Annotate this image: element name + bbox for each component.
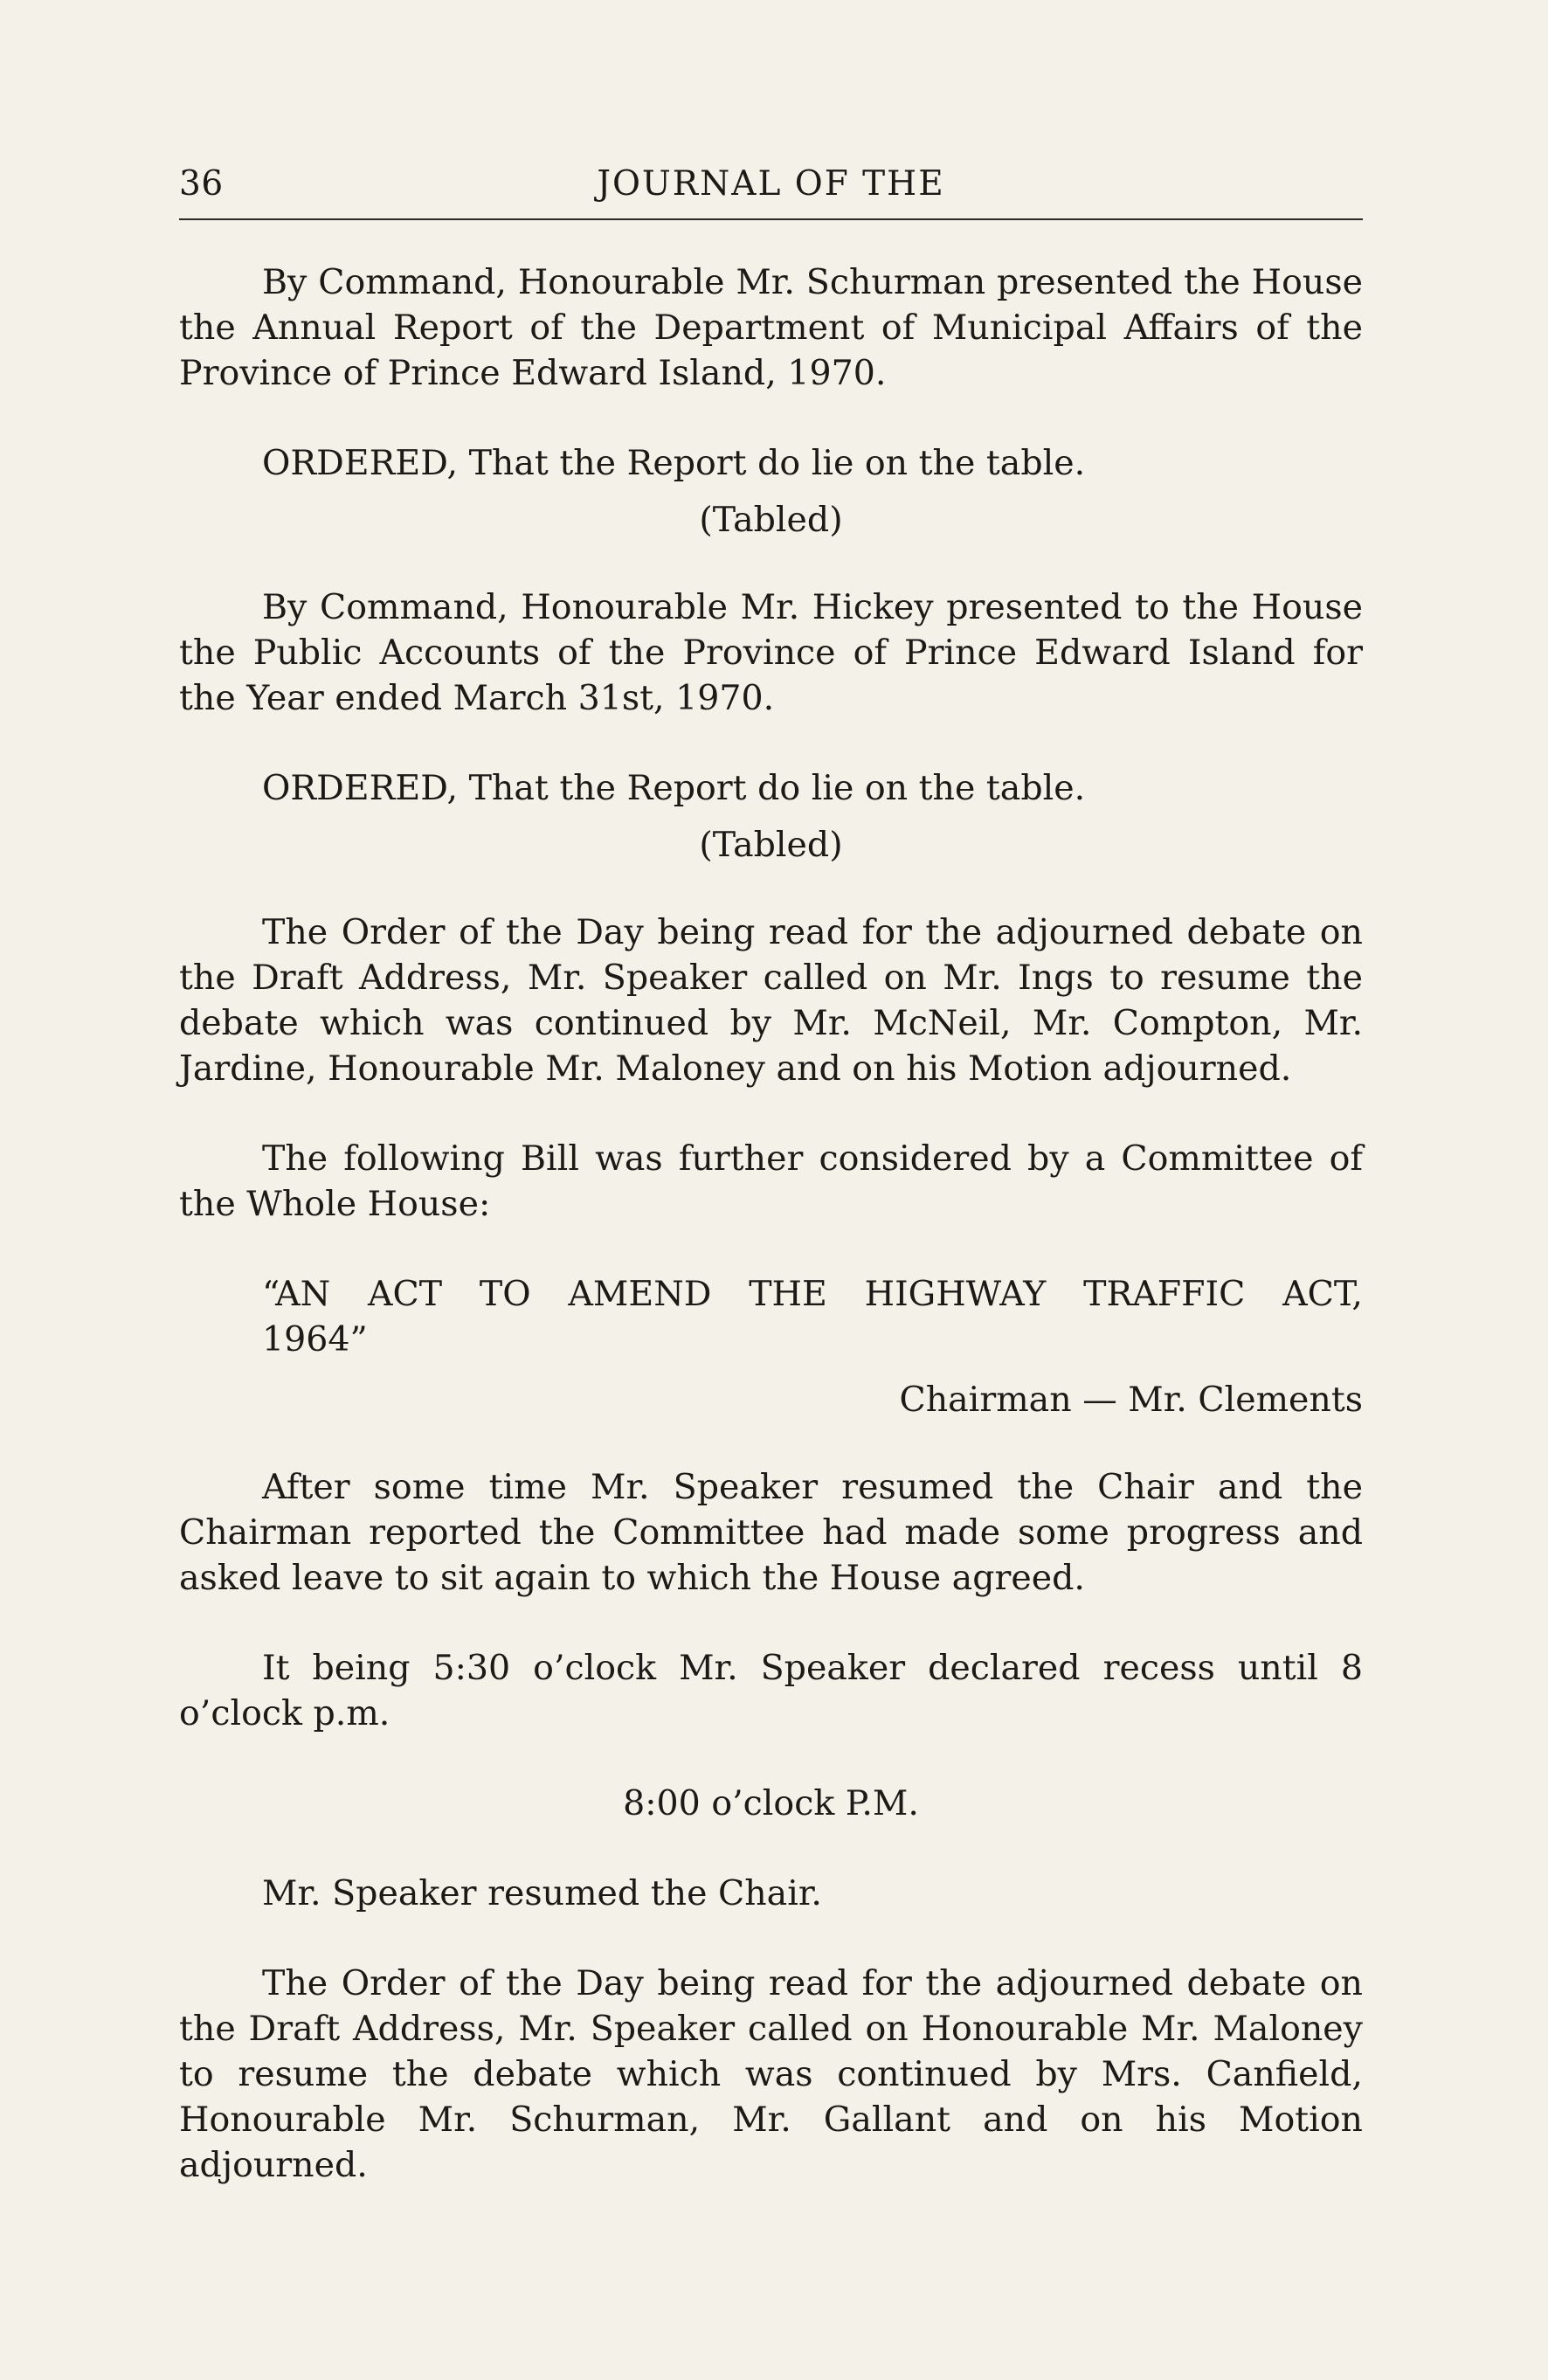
- running-head: JOURNAL OF THE: [597, 164, 945, 204]
- paragraph-ordered-1: ORDERED, That the Report do lie on the table.: [262, 443, 1086, 483]
- page-number: 36: [179, 164, 224, 204]
- paragraph-recess: It being 5:30 o’clock Mr. Speaker declared recess until 8 o’clock p.m.: [179, 1648, 1363, 1733]
- paragraph-chair-resumed: After some time Mr. Speaker resumed the Chair and the Chairman reported the Committee had made some progress and asked leave to sit again to which the House agreed.: [179, 1467, 1363, 1598]
- bill-title: “AN ACT TO AMEND THE HIGHWAY TRAFFIC ACT, 1964”: [262, 1274, 1363, 1360]
- paragraph-municipal-report: By Command, Honourable Mr. Schurman presented the House the Annual Report of the Department of Municipal Affairs of the Province of Prince Edward Island, 1970.: [179, 262, 1363, 393]
- tabled-note-2: (Tabled): [699, 825, 843, 865]
- evening-time-heading: 8:00 o’clock P.M.: [623, 1783, 919, 1823]
- page-header: [179, 157, 1363, 220]
- tabled-note-1: (Tabled): [699, 500, 843, 540]
- chairman-line: Chairman — Mr. Clements: [899, 1380, 1363, 1420]
- paragraph-committee-whole: The following Bill was further considered by a Committee of the Whole House:: [179, 1138, 1363, 1224]
- paragraph-draft-address-debate-1: The Order of the Day being read for the adjourned debate on the Draft Address, Mr. Speaker called on Mr. Ings to resume the debate which was continued by Mr. McNeil, Mr. Compton, Mr. Jardine, Honourable Mr. Maloney and on his Motion adjourned.: [179, 912, 1363, 1089]
- paragraph-speaker-resumed: Mr. Speaker resumed the Chair.: [262, 1873, 822, 1913]
- paragraph-ordered-2: ORDERED, That the Report do lie on the table.: [262, 768, 1086, 808]
- paragraph-public-accounts: By Command, Honourable Mr. Hickey presented to the House the Public Accounts of the Province of Prince Edward Island for the Year ended March 31st, 1970.: [179, 587, 1363, 718]
- journal-body: [179, 259, 1363, 2232]
- paragraph-draft-address-debate-2: The Order of the Day being read for the adjourned debate on the Draft Address, Mr. Speaker called on Honourable Mr. Maloney to resume the debate which was continued by Mrs. Canfield, Honourable Mr. Schurman, Mr. Gallant and on his Motion adjourned.: [179, 1963, 1363, 2185]
